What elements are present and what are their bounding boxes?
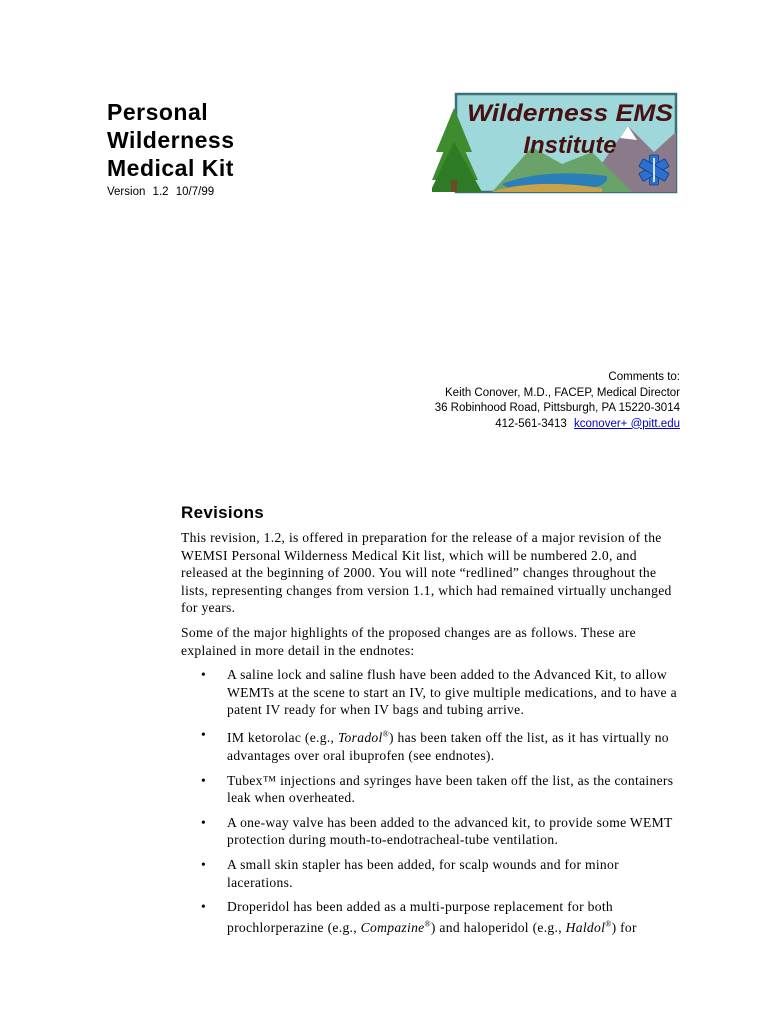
title-line-3: Medical Kit: [107, 155, 234, 181]
revisions-heading: Revisions: [181, 503, 265, 522]
bullet: •: [201, 667, 207, 683]
revisions-paragraph-2: Some of the major highlights of the proposed changes are as follows. These are explained in more detail in the endnotes:: [181, 624, 637, 658]
contact-phone-email: [380, 417, 680, 433]
bullet: •: [201, 726, 207, 742]
list-item-text: A one-way valve has been added to the advanced kit, to provide some WEMT protection during mouth-to-endotracheal-tube ventilation.: [227, 814, 673, 848]
list-item: [181, 726, 681, 765]
bullet: •: [201, 814, 207, 830]
contact-block: [380, 370, 680, 432]
contact-address: 36 Robinhood Road, Pittsburgh, PA 15220-3014: [434, 402, 680, 414]
contact-email-link[interactable]: kconover+ @pitt.edu: [574, 417, 680, 430]
list-item: [181, 772, 681, 807]
list-item-text: IM ketorolac (e.g., Toradol®) has been taken off the list, as it has virtually no advantages over oral ibuprofen (see endnotes).: [227, 729, 669, 764]
version-label: Version 1.2: [107, 186, 169, 198]
list-item-text: A small skin stapler has been added, for scalp wounds and for minor lacerations.: [227, 857, 619, 890]
title-line-1: Personal: [107, 99, 209, 125]
changes-list: [181, 666, 681, 937]
title-line-2: Wilderness: [107, 127, 235, 153]
wilderness-ems-logo: [432, 92, 678, 194]
list-item: [181, 856, 681, 891]
contact-phone: 412-561-3413: [495, 417, 567, 430]
list-item-text: A saline lock and saline flush have been added to the Advanced Kit, to allow WEMTs at the scene to start an IV, to give multiple medications, and to have a patent IV ready for when IV bags and tubing arrive.: [227, 667, 677, 718]
document-title: [107, 98, 235, 182]
list-item-text: Droperidol has been added as a multi-purpose replacement for both prochlorperazine (e.g., Compazine®) and haloperidol (e.g., Haldol®) for: [227, 899, 637, 936]
list-item: [181, 814, 681, 849]
logo-line-2: Institute: [523, 132, 617, 159]
version-line: [107, 186, 214, 198]
bullet: •: [201, 857, 207, 873]
list-item-text: Tubex™ injections and syringes have been taken off the list, as the containers leak when overheated.: [227, 772, 674, 806]
bullet: •: [201, 772, 207, 788]
list-item: [181, 666, 681, 719]
revisions-paragraph-1: This revision, 1.2, is offered in preparation for the release of a major revision of the WEMSI Personal Wilderness Medical Kit list, which will be numbered 2.0, and released at the beginning of 2000. You will note “redlined” changes throughout the lists, representing changes from version 1.1, which had remained virtually unchanged for years.: [181, 530, 672, 616]
logo-line-1: Wilderness EMS: [467, 100, 673, 127]
list-item: [181, 898, 681, 937]
version-date: 10/7/99: [175, 186, 215, 198]
contact-name: Keith Conover, M.D., FACEP, Medical Director: [445, 386, 680, 399]
revisions-section: [181, 502, 681, 944]
comments-label: Comments to:: [608, 371, 680, 383]
bullet: •: [201, 899, 207, 915]
